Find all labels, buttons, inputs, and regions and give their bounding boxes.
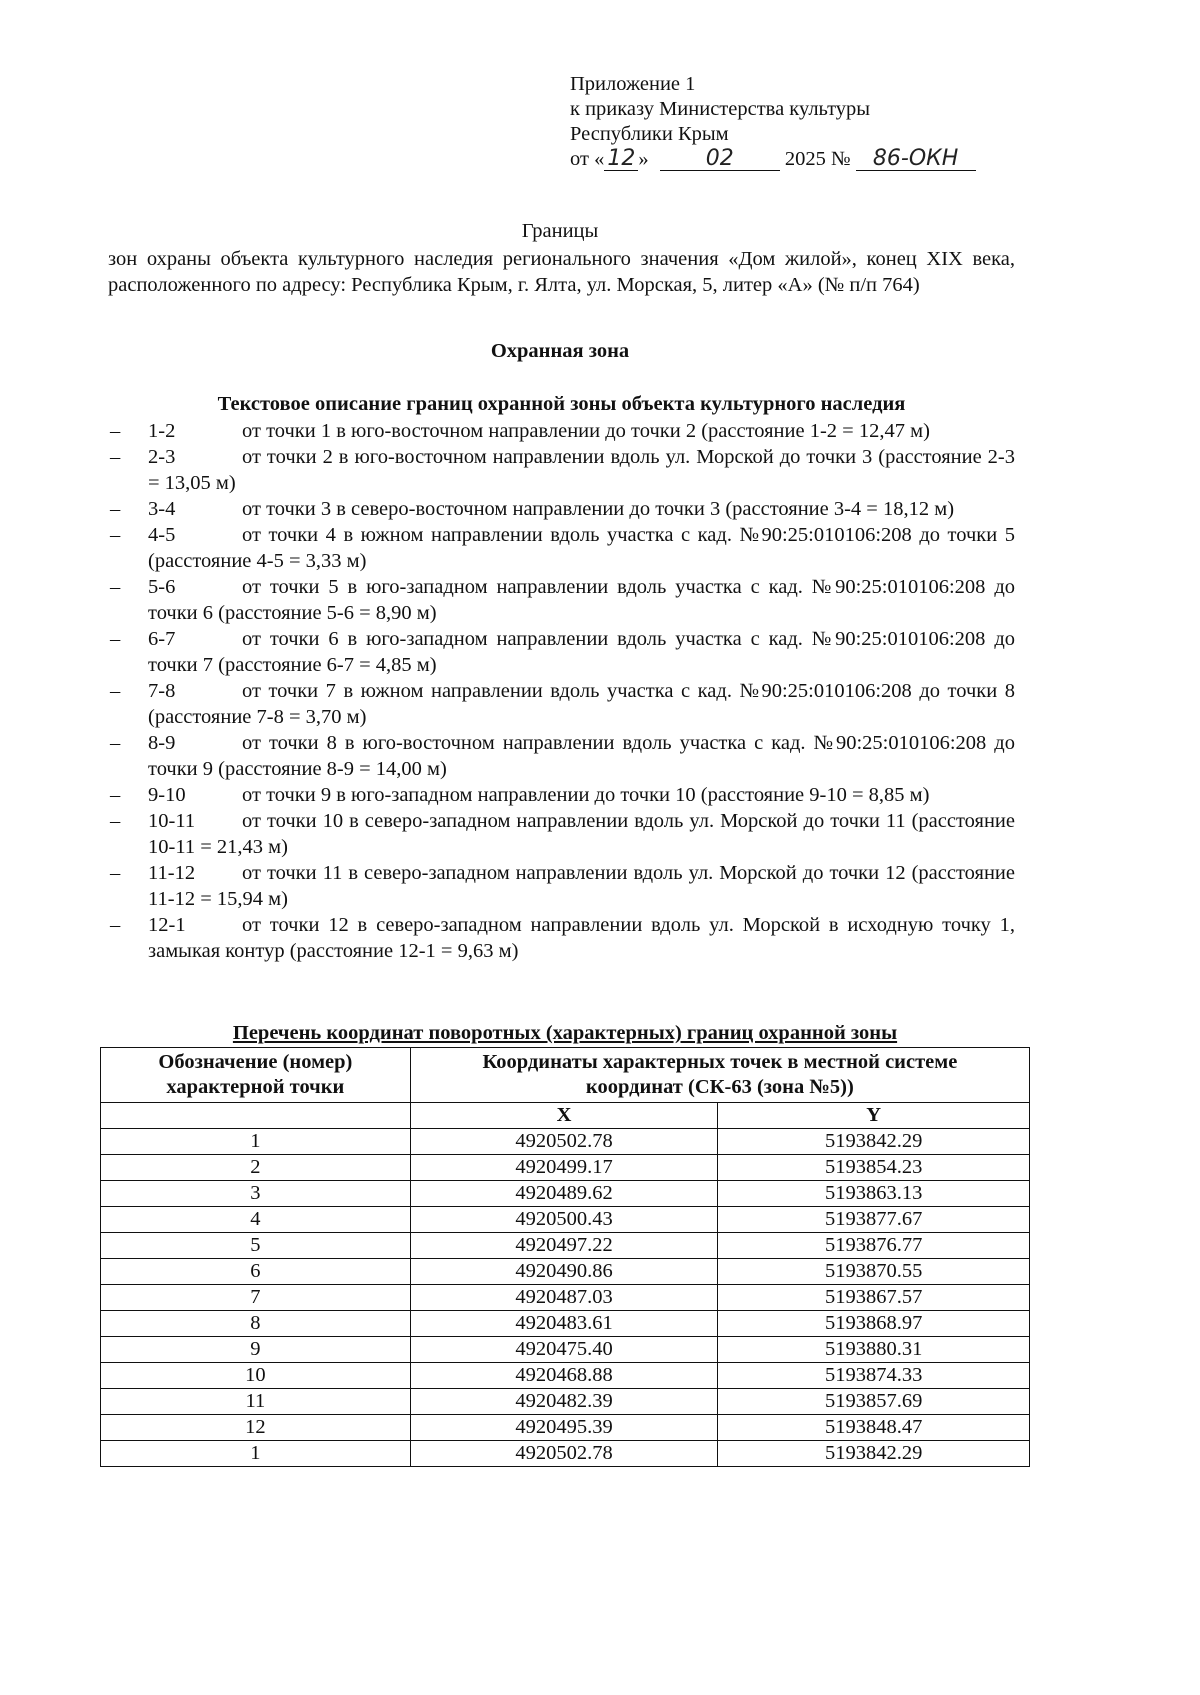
dash-bullet: – (110, 446, 121, 468)
y-coordinate: 5193868.97 (718, 1311, 1030, 1337)
point-number: 1 (101, 1441, 411, 1467)
x-coordinate: 4920468.88 (410, 1363, 718, 1389)
y-coordinate: 5193880.31 (718, 1337, 1030, 1363)
segment-description: от точки 4 в южном направлении вдоль участка с кад. №90:25:010106:208 до точки 5 (расстояние 4-5 = 3,33 м) (148, 524, 1015, 572)
dash-bullet: – (110, 576, 121, 598)
table-row (101, 1129, 1030, 1155)
y-coordinate: 5193848.47 (718, 1415, 1030, 1441)
x-coordinate: 4920497.22 (410, 1233, 718, 1259)
appendix-header (570, 72, 976, 172)
x-coordinate: 4920482.39 (410, 1389, 718, 1415)
document-subtitle: зон охраны объекта культурного наследия регионального значения «Дом жилой», конец XIX века, расположенного по адресу: Республика Крым, г. Ялта, ул. Морская, 5, литер «А» (№ п/п 764) (108, 248, 1015, 296)
table-row (101, 1363, 1030, 1389)
y-coordinate: 5193876.77 (718, 1233, 1030, 1259)
table-row (101, 1415, 1030, 1441)
point-number: 9 (101, 1337, 411, 1363)
boundary-description-list (108, 418, 1015, 964)
dash-bullet: – (110, 784, 121, 806)
list-item (108, 730, 1015, 782)
table-row (101, 1155, 1030, 1181)
list-item (108, 782, 1015, 808)
x-coordinate: 4920502.78 (410, 1129, 718, 1155)
table-row (101, 1337, 1030, 1363)
point-number: 6 (101, 1259, 411, 1285)
table-row (101, 1441, 1030, 1467)
document-title: Границы (521, 220, 599, 242)
table-caption: Перечень координат поворотных (характерных) границ охранной зоны (232, 1022, 898, 1044)
x-coordinate: 4920483.61 (410, 1311, 718, 1337)
handwritten-month: 02 (660, 148, 780, 171)
point-number: 7 (101, 1285, 411, 1311)
y-coordinate: 5193863.13 (718, 1181, 1030, 1207)
list-item (108, 418, 1015, 444)
list-item (108, 574, 1015, 626)
y-coordinate: 5193842.29 (718, 1441, 1030, 1467)
segment-description: от точки 8 в юго-восточном направлении вдоль участка с кад. №90:25:010106:208 до точки 9 (расстояние 8-9 = 14,00 м) (148, 732, 1015, 780)
segment-description: от точки 10 в северо-западном направлении вдоль ул. Морской до точки 11 (расстояние 10-11 = 21,43 м) (148, 810, 1015, 858)
segment-number: 7-8 (148, 680, 176, 702)
table-row (101, 1285, 1030, 1311)
dash-bullet: – (110, 680, 121, 702)
segment-number: 10-11 (148, 810, 196, 832)
dash-bullet: – (110, 524, 121, 546)
y-coordinate: 5193877.67 (718, 1207, 1030, 1233)
y-coordinate: 5193842.29 (718, 1129, 1030, 1155)
segment-number: 6-7 (148, 628, 176, 650)
segment-number: 9-10 (148, 784, 186, 806)
x-coordinate: 4920475.40 (410, 1337, 718, 1363)
table-row (101, 1311, 1030, 1337)
y-coordinate: 5193870.55 (718, 1259, 1030, 1285)
point-number: 10 (101, 1363, 411, 1389)
list-item (108, 808, 1015, 860)
table-row (101, 1233, 1030, 1259)
segment-description: от точки 11 в северо-западном направлении вдоль ул. Морской до точки 12 (расстояние 11-12 = 15,94 м) (148, 862, 1015, 910)
x-coordinate: 4920490.86 (410, 1259, 718, 1285)
segment-number: 8-9 (148, 732, 176, 754)
x-coordinate: 4920487.03 (410, 1285, 718, 1311)
x-coordinate: 4920502.78 (410, 1441, 718, 1467)
segment-number: 4-5 (148, 524, 176, 546)
x-coordinate: 4920500.43 (410, 1207, 718, 1233)
dash-bullet: – (110, 732, 121, 754)
dash-bullet: – (110, 628, 121, 650)
point-number: 12 (101, 1415, 411, 1441)
col-header-y: Y (718, 1103, 1030, 1129)
point-number: 5 (101, 1233, 411, 1259)
list-item (108, 496, 1015, 522)
empty-header-cell (101, 1103, 411, 1129)
point-number: 8 (101, 1311, 411, 1337)
handwritten-order-number: 86-ОКН (856, 148, 976, 171)
point-number: 4 (101, 1207, 411, 1233)
table-row (101, 1207, 1030, 1233)
segment-number: 1-2 (148, 420, 176, 442)
segment-number: 5-6 (148, 576, 176, 598)
order-label: к приказу Министерства культуры (570, 98, 871, 120)
point-number: 3 (101, 1181, 411, 1207)
point-number: 11 (101, 1389, 411, 1415)
col-header-point: Обозначение (номер) характерной точки (101, 1048, 411, 1103)
zone-heading: Охранная зона (490, 340, 630, 362)
dash-bullet: – (110, 914, 121, 936)
segment-number: 11-12 (148, 862, 196, 884)
x-coordinate: 4920489.62 (410, 1181, 718, 1207)
table-row (101, 1259, 1030, 1285)
segment-description: от точки 2 в юго-восточном направлении вдоль ул. Морской до точки 3 (расстояние 2-3 = 13,05 м) (148, 446, 1015, 494)
dash-bullet: – (110, 810, 121, 832)
segment-description: от точки 3 в северо-восточном направлении до точки 3 (расстояние 3-4 = 18,12 м) (242, 498, 955, 520)
y-coordinate: 5193867.57 (718, 1285, 1030, 1311)
coordinates-table (100, 1047, 1030, 1467)
list-item (108, 860, 1015, 912)
list-item (108, 678, 1015, 730)
segment-description: от точки 7 в южном направлении вдоль участка с кад. №90:25:010106:208 до точки 8 (расстояние 7-8 = 3,70 м) (148, 680, 1015, 728)
table-row (101, 1389, 1030, 1415)
handwritten-day: 12 (604, 148, 638, 171)
dash-bullet: – (110, 420, 121, 442)
x-coordinate: 4920495.39 (410, 1415, 718, 1441)
col-header-coordinates: Координаты характерных точек в местной системе координат (СК-63 (зона №5)) (410, 1048, 1029, 1103)
ministry-label: Республики Крым (570, 123, 729, 145)
segment-number: 2-3 (148, 446, 176, 468)
segment-number: 12-1 (148, 914, 186, 936)
description-heading: Текстовое описание границ охранной зоны объекта культурного наследия (217, 393, 906, 415)
dash-bullet: – (110, 498, 121, 520)
list-item (108, 626, 1015, 678)
table-row (101, 1181, 1030, 1207)
dash-bullet: – (110, 862, 121, 884)
x-coordinate: 4920499.17 (410, 1155, 718, 1181)
appendix-label: Приложение 1 (570, 73, 696, 95)
segment-description: от точки 5 в юго-западном направлении вдоль участка с кад. №90:25:010106:208 до точки 6 (расстояние 5-6 = 8,90 м) (148, 576, 1015, 624)
list-item (108, 522, 1015, 574)
y-coordinate: 5193854.23 (718, 1155, 1030, 1181)
list-item (108, 912, 1015, 964)
segment-number: 3-4 (148, 498, 176, 520)
segment-description: от точки 6 в юго-западном направлении вдоль участка с кад. №90:25:010106:208 до точки 7 (расстояние 6-7 = 4,85 м) (148, 628, 1015, 676)
segment-description: от точки 9 в юго-западном направлении до точки 10 (расстояние 9-10 = 8,85 м) (242, 784, 930, 806)
point-number: 2 (101, 1155, 411, 1181)
point-number: 1 (101, 1129, 411, 1155)
y-coordinate: 5193857.69 (718, 1389, 1030, 1415)
order-date-number: от « 12 » 02 2025 № 86-ОКН (570, 147, 976, 172)
list-item (108, 444, 1015, 496)
year-label: 2025 № (784, 148, 851, 170)
col-header-x: X (410, 1103, 718, 1129)
y-coordinate: 5193874.33 (718, 1363, 1030, 1389)
segment-description: от точки 1 в юго-восточном направлении до точки 2 (расстояние 1-2 = 12,47 м) (242, 420, 930, 442)
segment-description: от точки 12 в северо-западном направлении вдоль ул. Морской в исходную точку 1, замыкая контур (расстояние 12-1 = 9,63 м) (148, 914, 1015, 962)
